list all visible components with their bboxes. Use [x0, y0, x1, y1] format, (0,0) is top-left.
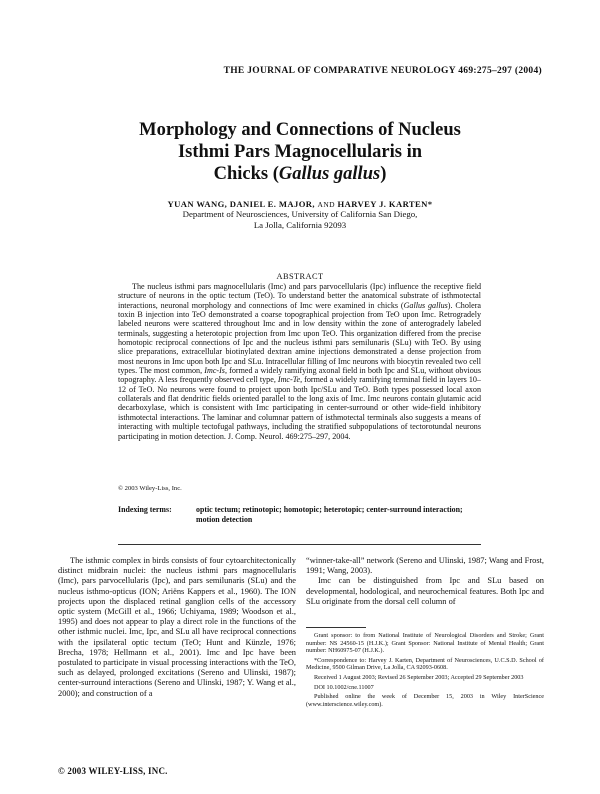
footnote-doi: DOI 10.1002/cne.11007 — [314, 683, 374, 691]
indexing-terms — [118, 505, 481, 524]
footnote-published: Published online the week of December 15, 2003 in Wiley InterScience (www.interscience.wiley.com). — [306, 693, 544, 708]
affiliation — [60, 209, 540, 231]
author-and: AND — [317, 200, 335, 209]
article-title — [70, 119, 530, 185]
author-list — [60, 199, 540, 209]
abstract-italic-c: Imc-Te — [277, 375, 301, 385]
affiliation-line-2: La Jolla, California 92093 — [253, 220, 347, 230]
abstract-body — [118, 282, 481, 441]
abstract-italic-b: Imc-Is — [204, 366, 225, 376]
title-line-1: Morphology and Connections of Nucleus — [139, 120, 461, 140]
title-line-3-suffix: ) — [380, 164, 387, 184]
footnote-grant: Grant sponsor: to from National Institute of Neurological Disorders and Stroke; Grant number: NS 24560-15 (H.J.K.); Grant Sponsor: National Institute of Mental Health; Grant number: NH60975-07 (H.J.K.). — [306, 632, 544, 655]
abstract-italic-a: Gallus gallus — [403, 300, 448, 310]
intro-paragraph-1: The isthmic complex in birds consists of four cytoarchitectonically distinct midbrain nuclei: the nucleus isthmi pars magnocellularis (Imc), pars parvocellularis (Ipc), and pars semilunaris (SLu) and the nucleus isthmo-opticus (ION; Ariëns Kappers et al., 1960). The ION projects upon the displaced retinal ganglion cells of the accessory optic system (McGill et al., 1966; Uchiyama, 1989; Woodson et al., 1995) and does not appear to play a direct role in the functions of the other isthmic nuclei. Imc, Ipc, and SLu all have reciprocal connections with the ipsilateral optic tectum (TeO; Hunt and Künzle, 1976; Brecha, 1978; Hellmann et al., 2001). Imc and Ipc have been postulated to participate in visual processing interactions with the TeO, such as delayed, prolonged excitations (Sereno and Ulinski, 1987); center-surround interactions (Sereno and Ulinski, 1987; Y. Wang et al., 2000); and construction of a — [58, 556, 296, 698]
affiliation-line-1: Department of Neurosciences, University of California San Diego, — [182, 209, 418, 219]
section-divider — [118, 544, 481, 545]
intro-paragraph-2: Imc can be distinguished from Ipc and SLu based on developmental, hodological, and neurochemical features. Both Ipc and SLu originate from the dorsal cell column of — [306, 576, 544, 606]
footnote-divider — [306, 627, 366, 628]
body-column-right — [306, 556, 544, 607]
abstract-text-a: The nucleus isthmi pars magnocellularis (Imc) and pars parvocellularis (Ipc) influence the receptive field structure of neurons in the optic tectum (TeO). To understand better the anatomical substrate of isthmotectal interactions, neuronal morphology and connections of Imc were examined in chicks ( — [118, 282, 481, 310]
body-column-left — [58, 556, 296, 699]
author-names-a: YUAN WANG, DANIEL E. MAJOR, — [167, 199, 315, 209]
abstract-text-d: , formed a widely ramifying terminal field in layers 10–12 of TeO. No neurons were found to project upon both Ipc/SLu and TeO. Both types possessed local axon collaterals and flat dendritic fields oriented parallel to the long axis of Imc. Imc neurons contain glutamic acid decarboxylase, which is consistent with Imc participating in center-surround or other wide-field inhibitory isthmotectal interactions. The laminar and columnar pattern of isthmotectal terminals also suggests a means of interacting with multiple tectofugal pathways, including the stratified subpopulations of tectorotundal neurons participating in motion detection. J. Comp. Neurol. 469:275–297, 2004. — [118, 375, 481, 441]
abstract-paragraph — [118, 282, 481, 441]
footnotes — [306, 632, 544, 710]
indexing-label: Indexing terms: — [118, 505, 172, 514]
title-line-3-prefix: Chicks ( — [213, 164, 279, 184]
abstract-text-c: , formed a widely ramifying axonal field in both Ipc and SLu, without obvious topography. A less frequently observed cell type, — [118, 366, 481, 385]
abstract-heading: ABSTRACT — [276, 272, 324, 281]
author-names-b: HARVEY J. KARTEN* — [337, 199, 433, 209]
intro-paragraph-continued: “winner-take-all” network (Sereno and Ulinski, 1987; Wang and Frost, 1991; Wang, 2003). — [306, 556, 544, 576]
page-copyright: © 2003 WILEY-LISS, INC. — [58, 766, 168, 776]
title-line-3 — [70, 163, 530, 185]
journal-header: THE JOURNAL OF COMPARATIVE NEUROLOGY 469:275–297 (2004) — [223, 66, 542, 76]
abstract-text-b: ). Cholera toxin B injection into TeO demonstrated a coarse topographical projection from TeO upon Imc. Retrogradely labeled neurons were scattered throughout Imc and in low density within the zone of anterogradely labeled terminals, suggesting a heterotopic projection from Imc upon TeO. This organization differed from the precise homotopic reciprocal connections of Ipc and the nucleus isthmi pars semilunaris (SLu) with TeO. By using slice preparations, extracellular biotinylated dextran amine injections demonstrated a dense projection from most neurons in Imc upon both Ipc and SLu. Intracellular filling of Imc neurons with biocytin revealed two cell types. The most common, — [118, 300, 481, 376]
abstract-copyright: © 2003 Wiley-Liss, Inc. — [118, 485, 182, 492]
title-line-2: Isthmi Pars Magnocellularis in — [177, 142, 423, 162]
title-species: Gallus gallus — [278, 164, 381, 184]
footnote-received: Received 1 August 2003; Revised 26 September 2003; Accepted 29 September 2003 — [314, 673, 524, 681]
footnote-correspondence: *Correspondence to: Harvey J. Karten, Department of Neurosciences, U.C.S.D. School of Medicine, 9500 Gilman Drive, La Jolla, CA 92093-0608. — [306, 656, 544, 672]
indexing-terms-list: optic tectum; retinotopic; homotopic; heterotopic; center-surround interaction; motion detection — [196, 505, 463, 524]
